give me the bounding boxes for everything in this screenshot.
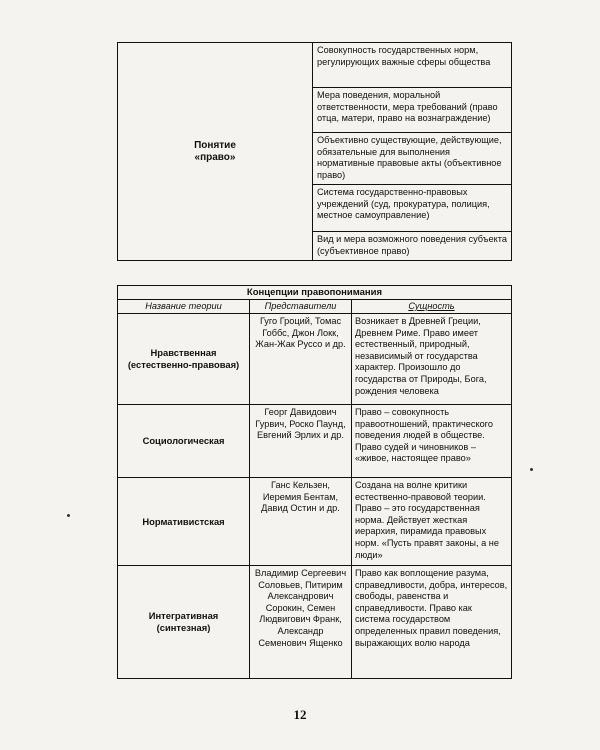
header-name: Название теории [118,300,250,313]
speck-mark [530,468,533,471]
definition-cell: Мера поведения, моральной ответственности, мера требований (право отца, матери, право на вознаграждение) [313,88,511,133]
page-number: 12 [293,707,307,722]
table-row [118,405,511,478]
table-row [118,566,511,678]
concept-label [118,43,313,260]
theories-table-title: Концепции правопонимания [118,286,511,300]
theory-representatives: Георг Давидович Гурвич, Роско Паунд, Евгений Эрлих и др. [250,405,352,477]
theory-representatives: Владимир Сергеевич Соловьев, Питирим Александрович Сорокин, Семен Людвигович Франк, Александр Семенович Ященко [250,566,352,678]
definition-cell: Вид и мера возможного поведения субъекта (субъективное право) [317,234,507,256]
concept-label-line1: Понятие [194,139,236,151]
concept-label-line2: «право» [194,151,236,163]
theory-representatives: Гуго Гроций, Томас Гоббс, Джон Локк, Жан-Жак Руссо и др. [250,314,352,404]
table-row [118,314,511,405]
theory-essence: Возникает в Древней Греции, Древнем Риме. Право имеет естественный, природный, независимый от государства характер. Произошло до государства от Природы, Бога, рождения человека [355,316,487,396]
concept-definitions [313,43,511,260]
theory-name: Интегративная (синтезная) [118,566,250,678]
theories-header-row [118,300,511,314]
header-representatives: Представители [250,300,352,313]
header-essence: Сущность [408,301,455,311]
theory-essence: Создана на волне критики естественно-правовой теории. Право – это государственная норма. Действует жесткая иерархия, пирамида правовых норм. «Пусть правят законы, а не люди» [355,480,499,560]
concept-table [117,42,512,261]
theory-essence: Право – совокупность правоотношений, практического поведения людей в обществе. Право судей и чиновников – «живое, настоящее право» [355,407,493,464]
table-row [118,478,511,566]
definition-cell: Объективно существующие, действующие, обязательные для выполнения нормативные правовые акты (объективное право) [313,133,511,185]
theory-representatives: Ганс Кельзен, Иеремия Бентам, Давид Остин и др. [250,478,352,565]
speck-mark [67,514,70,517]
definition-cell: Система государственно-правовых учреждений (суд, прокуратура, полиция, местное самоуправление) [313,185,511,232]
theory-name: Социологическая [118,405,250,477]
theories-table [117,285,512,679]
definition-cell: Совокупность государственных норм, регулирующих важные сферы общества [313,43,511,88]
theory-essence: Право как воплощение разума, справедливости, добра, интересов, свободы, равенства и справедливости. Право как система государством определенных правил поведения, выражающих волю народа [355,568,508,648]
theory-name: Нормативистская [118,478,250,565]
theory-name: Нравственная (естественно-правовая) [118,314,250,404]
